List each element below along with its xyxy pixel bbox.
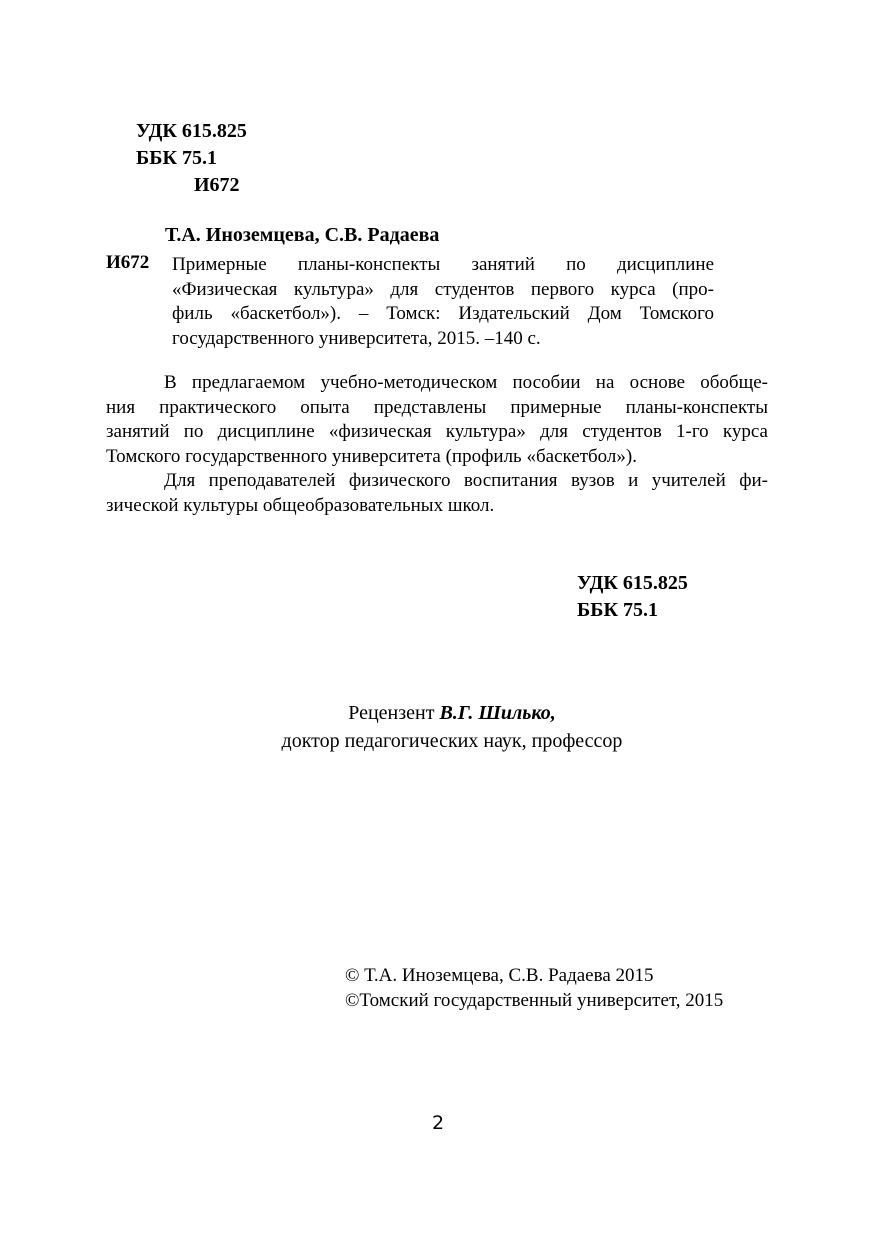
author-mark: И672 <box>194 174 240 196</box>
annotation-line: зической культуры общеобразовательных школ. <box>106 494 495 516</box>
record-line: «Физическая культура» для студентов первого курса (про- <box>172 278 714 300</box>
udk-code-right: УДК 615.825 <box>577 572 688 594</box>
copyright-university: ©Томский государственный университет, 2015 <box>345 990 724 1011</box>
annotation-line: занятий по дисциплине «физическая культура» для студентов 1-го курса <box>106 421 768 442</box>
annotation-line: Для преподавателей физического воспитания вузов и учителей фи- <box>164 470 768 491</box>
record-line: Примерные планы-конспекты занятий по дисциплине <box>172 254 714 275</box>
copyright-authors: © Т.А. Иноземцева, С.В. Радаева 2015 <box>345 965 654 986</box>
annotation-line: Томского государственного университета (профиль «баскетбол»). <box>106 445 637 467</box>
reviewer-title: доктор педагогических наук, профессор <box>281 730 623 752</box>
record-line: государственного университета, 2015. –140 с. <box>172 327 541 349</box>
udk-code: УДК 615.825 <box>136 120 247 142</box>
record-code: И672 <box>106 252 150 273</box>
reviewer-name: В.Г. Шилько, <box>439 702 556 724</box>
bbk-code-right: ББК 75.1 <box>577 599 658 621</box>
annotation <box>106 371 768 518</box>
authors-heading: Т.А. Иноземцева, С.В. Радаева <box>165 224 440 246</box>
annotation-line: ния практического опыта представлены примерные планы-конспекты <box>106 396 768 418</box>
bbk-code: ББК 75.1 <box>136 147 217 169</box>
reviewer-label: Рецензент <box>348 702 435 724</box>
annotation-line: В предлагаемом учебно-методическом пособии на основе обобще- <box>164 372 768 393</box>
reviewer-line <box>0 702 876 725</box>
record-line: филь «баскетбол»). – Томск: Издательский Дом Томского <box>172 303 714 324</box>
page-number: 2 <box>431 1112 445 1134</box>
bibliographic-record <box>172 253 714 351</box>
